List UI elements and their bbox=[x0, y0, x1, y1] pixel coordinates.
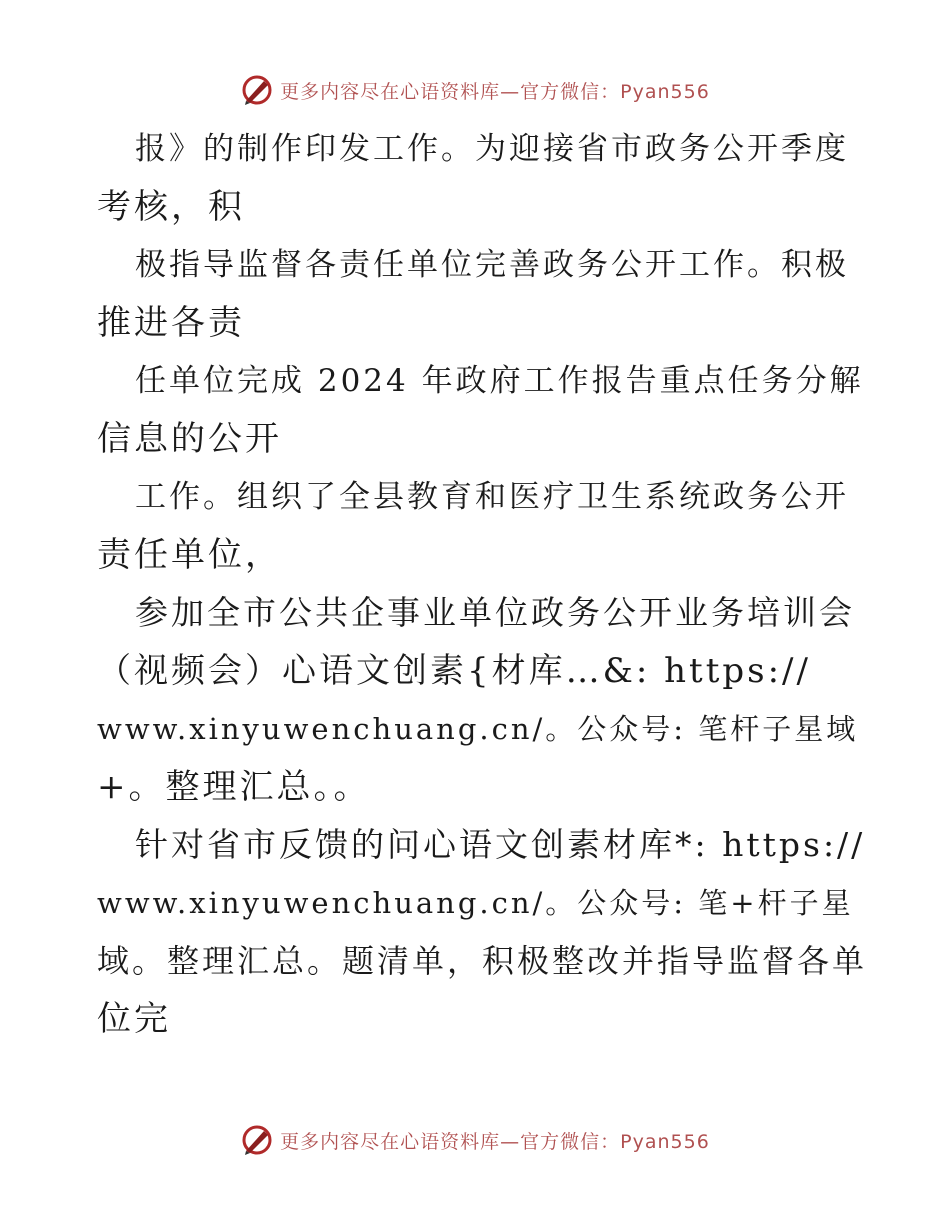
text-line: 信息的公开 bbox=[97, 419, 282, 459]
text-line: 针对省市反馈的问心语文创素材库*: https:// bbox=[135, 825, 866, 864]
page-footer-banner bbox=[0, 1120, 950, 1160]
text-line: 报》的制作印发工作。为迎接省市政务公开季度 bbox=[135, 131, 849, 167]
text-line: 责任单位， bbox=[97, 535, 282, 575]
text-line: www.xinyuwenchuang.cn/。公众号: 笔+杆子星 bbox=[97, 886, 854, 920]
document-body bbox=[97, 120, 867, 1048]
text-line: +。整理汇总。。 bbox=[97, 767, 371, 807]
text-line: 域。整理汇总。题清单，积极整改并指导监督各单 bbox=[97, 942, 868, 980]
text-line: （视频会）心语文创素{材库…&: https:// bbox=[97, 651, 811, 691]
text-line: 位完 bbox=[97, 999, 171, 1039]
header-text: 更多内容尽在心语资料库—官方微信：Pyan556 bbox=[280, 80, 710, 103]
footer-text: 更多内容尽在心语资料库—官方微信：Pyan556 bbox=[280, 1130, 710, 1153]
text-line: 推进各责 bbox=[97, 303, 245, 343]
text-line: 极指导监督各责任单位完善政务公开工作。积极 bbox=[135, 247, 849, 283]
text-line: 参加全市公共企事业单位政务公开业务培训会 bbox=[135, 593, 855, 632]
page-header-banner bbox=[0, 70, 950, 110]
text-line: 考核，积 bbox=[97, 187, 245, 227]
text-line: 任单位完成 2024 年政府工作报告重点任务分解 bbox=[135, 363, 864, 399]
pen-logo-icon bbox=[240, 1123, 274, 1157]
text-line: 工作。组织了全县教育和医疗卫生系统政务公开 bbox=[135, 479, 849, 515]
text-line: www.xinyuwenchuang.cn/。公众号: 笔杆子星域 bbox=[97, 712, 859, 746]
pen-logo-icon bbox=[240, 73, 274, 107]
